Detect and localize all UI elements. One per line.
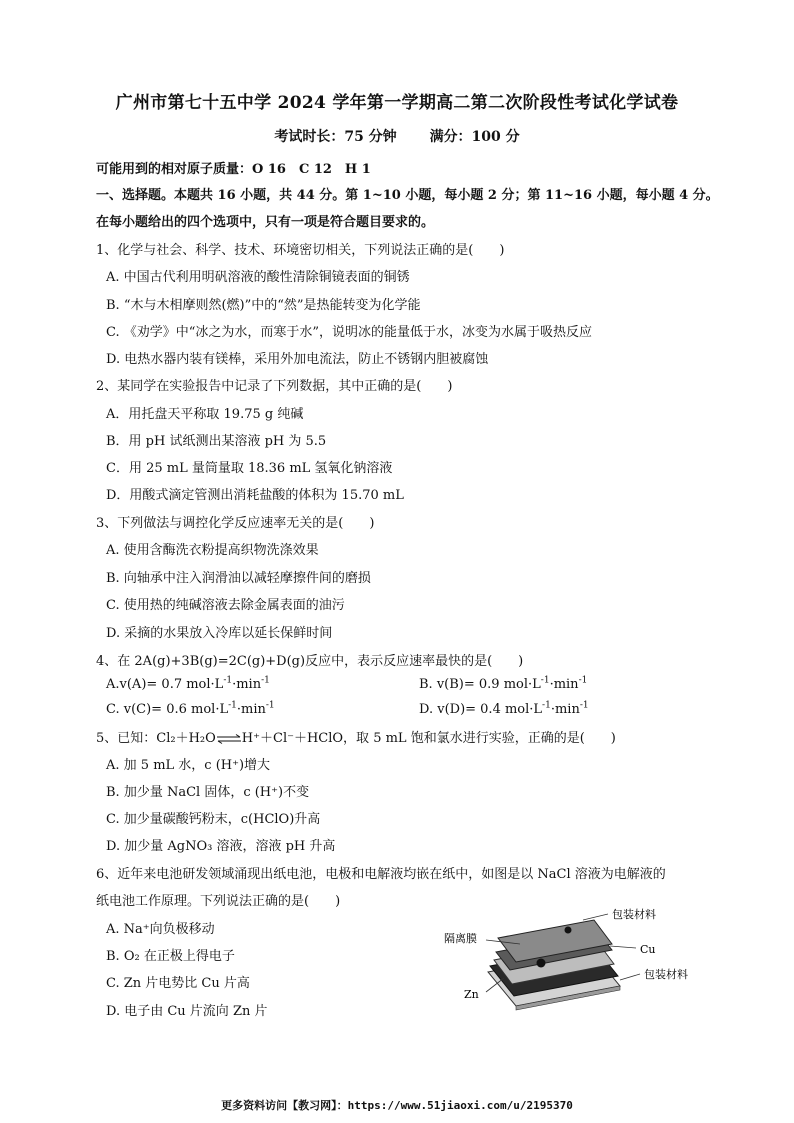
label-separator: 隔离膜 <box>444 932 477 945</box>
question-4-option-b: B. v(B)= 0.9 $mol\cdot L^{-1}\cdot\min^{-1}$ <box>419 675 588 692</box>
question-5-option-b: B. 加少量 NaCl 固体，c (H⁺)不变 <box>106 785 310 800</box>
label-cu: Cu <box>640 943 656 956</box>
question-1-option-d: D. 电热水器内装有镁棒，采用外加电流法，防止不锈钢内胆被腐蚀 <box>106 352 489 367</box>
question-6-option-a: A. Na⁺向负极移动 <box>106 922 215 937</box>
section-heading-line1: 一、选择题。本题共 16 小题，共 44 分。第 1~10 小题，每小题 2 分；第 11~16 小题，每小题 4 分。 <box>96 188 719 203</box>
question-6-option-d: D. 电子由 Cu 片流向 Zn 片 <box>106 1004 268 1019</box>
section-heading-line2: 在每小题给出的四个选项中，只有一项是符合题目要求的。 <box>96 215 435 230</box>
question-2-option-d: D．用酸式滴定管测出消耗盐酸的体积为 15.70 mL <box>106 488 404 503</box>
atomic-masses: 可能用到的相对原子质量：O 16 C 12 H 1 <box>96 162 371 177</box>
question-4-option-a: A.v(A)= 0.7 $mol\cdot L^{-1}\cdot\min^{-1}$ <box>106 675 270 692</box>
question-3-option-d: D. 采摘的水果放入冷库以延长保鲜时间 <box>106 626 333 641</box>
equilibrium-arrow-icon <box>216 734 242 744</box>
question-5-option-d: D. 加少量 AgNO₃ 溶液，溶液 pH 升高 <box>106 839 336 854</box>
exam-score: 满分：100 分 <box>429 129 520 145</box>
question-1-option-b: B. “木与木相摩则然(燃)”中的“然”是热能转变为化学能 <box>106 298 421 313</box>
leader-top-packaging <box>583 914 608 920</box>
leader-bottom-packaging <box>620 974 640 980</box>
label-zn: Zn <box>464 988 479 1001</box>
footer-link[interactable]: 更多资料访问【教习网】：https://www.51jiaoxi.com/u/2195370 <box>221 1099 573 1112</box>
question-3-option-c: C. 使用热的纯碱溶液去除金属表面的油污 <box>106 598 345 613</box>
question-1-stem: 1、化学与社会、科学、技术、环境密切相关，下列说法正确的是( ) <box>96 243 505 258</box>
question-5-stem-part1: 5、已知：Cl₂＋H₂O <box>96 731 216 746</box>
question-5-option-c: C. 加少量碳酸钙粉末，c(HClO)升高 <box>106 812 321 827</box>
terminal-dot-icon <box>537 959 546 968</box>
exam-info <box>0 126 794 146</box>
question-3-option-b: B. 向轴承中注入润滑油以减轻摩擦件间的磨损 <box>106 571 371 586</box>
question-5-option-a: A. 加 5 mL 水，c (H⁺)增大 <box>106 758 271 773</box>
question-4-option-d: D. v(D)= 0.4 $mol\cdot L^{-1}\cdot\min^{-1}$ <box>419 700 589 717</box>
question-4-stem: 4、在 2A(g)+3B(g)=2C(g)+D(g)反应中，表示反应速率最快的是( ) <box>96 654 524 669</box>
question-4-option-c: C. v(C)= 0.6 $mol\cdot L^{-1}\cdot\min^{-1}$ <box>106 700 275 717</box>
question-1-option-c: C. 《劝学》中“冰之为水，而寒于水”，说明冰的能量低于水，冰变为水属于吸热反应 <box>106 325 593 340</box>
question-2-option-a: A．用托盘天平称取 19.75 g 纯碱 <box>106 407 304 422</box>
question-5-stem-part2: H⁺＋Cl⁻＋HClO，取 5 mL 饱和氯水进行实验，正确的是( ) <box>241 731 616 746</box>
question-3-option-a: A. 使用含酶洗衣粉提高织物洗涤效果 <box>106 543 319 558</box>
question-6-stem-line1: 6、近年来电池研发领域涌现出纸电池，电极和电解液均嵌在纸中，如图是以 NaCl 溶液为电解液的 <box>96 867 666 882</box>
label-top-packaging: 包装材料 <box>612 908 656 921</box>
leader-cu <box>610 946 636 948</box>
question-2-stem: 2、某同学在实验报告中记录了下列数据，其中正确的是( ) <box>96 379 453 394</box>
terminal-dot-icon <box>565 927 572 934</box>
paper-battery-diagram <box>440 900 710 1015</box>
question-6-option-c: C. Zn 片电势比 Cu 片高 <box>106 976 250 991</box>
exam-duration: 考试时长：75 分钟 <box>274 129 397 145</box>
question-2-option-b: B．用 pH 试纸测出某溶液 pH 为 5.5 <box>106 434 327 449</box>
question-2-option-c: C．用 25 mL 量筒量取 18.36 mL 氢氧化钠溶液 <box>106 461 393 476</box>
page-title: 广州市第七十五中学 2024 学年第一学期高二第二次阶段性考试化学试卷 <box>115 93 679 113</box>
question-6-option-b: B. O₂ 在正极上得电子 <box>106 949 235 964</box>
question-5-stem <box>96 727 616 746</box>
question-1-option-a: A. 中国古代利用明矾溶液的酸性清除铜镜表面的铜锈 <box>106 270 410 285</box>
question-6-stem-line2: 纸电池工作原理。下列说法正确的是( ) <box>96 894 341 909</box>
question-3-stem: 3、下列做法与调控化学反应速率无关的是( ) <box>96 516 375 531</box>
label-bottom-packaging: 包装材料 <box>644 968 688 981</box>
